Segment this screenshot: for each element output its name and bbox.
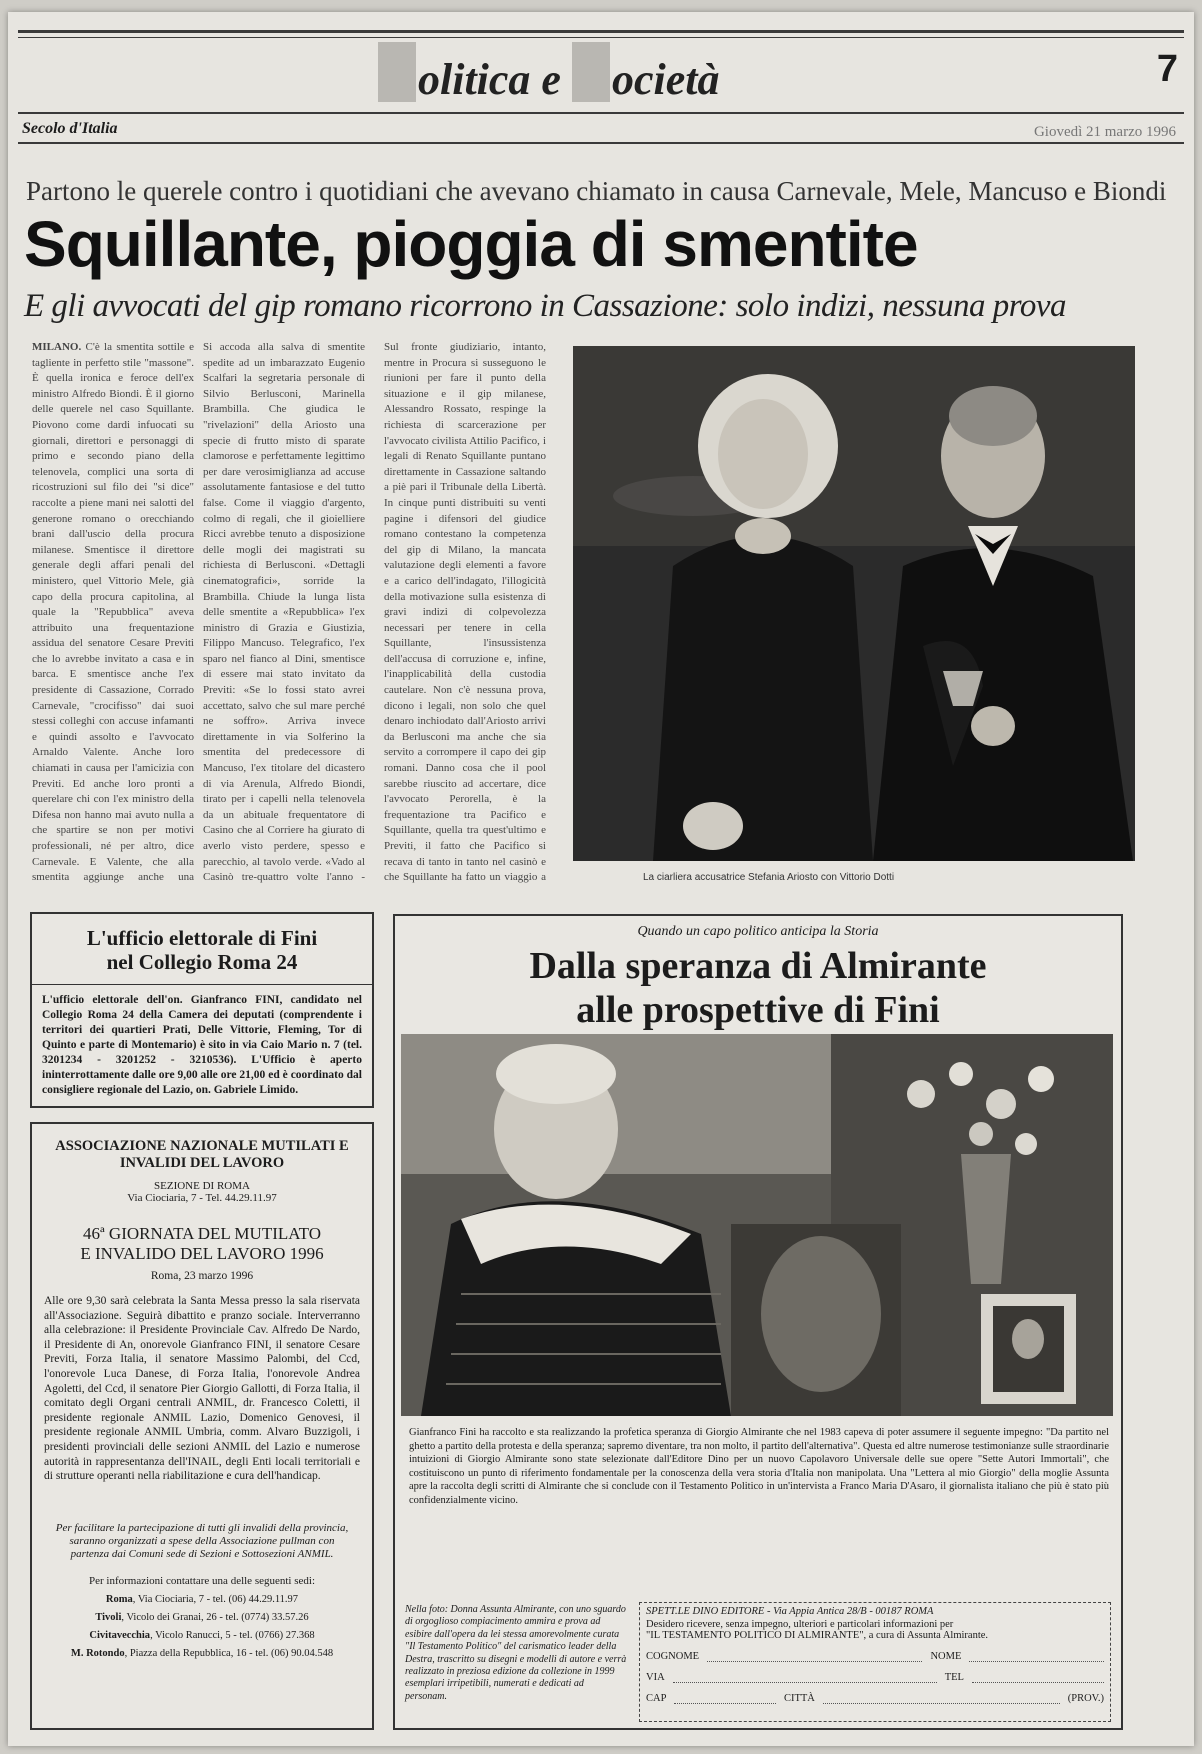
anmil-office-city: M. Rotondo (70, 1648, 125, 1659)
top-rule-thin (18, 37, 1184, 38)
phone-field[interactable] (972, 1672, 1104, 1683)
anmil-event-date: Roma, 23 marzo 1996 (150, 1270, 254, 1282)
almirante-photo (401, 1034, 1113, 1416)
masthead-rule-top (18, 112, 1184, 114)
fini-office-box (30, 912, 374, 1108)
article-kicker: Partono le querele contro i quotidiani che avevano chiamato in causa Carnevale, Mele, Mancuso e Biondi (26, 176, 1167, 206)
anmil-office-item: M. Rotondo, Piazza della Repubblica, 16 - tel. (06) 90.04.548 (70, 1648, 334, 1659)
zip-label: CAP (646, 1693, 667, 1704)
city-label: CITTÀ (783, 1693, 815, 1704)
phone-label: TEL (944, 1672, 964, 1683)
anmil-office-city: Roma (105, 1594, 133, 1605)
section-title-part1: olitica e (418, 55, 572, 104)
anmil-office-city: Tivoli (95, 1612, 122, 1623)
name-field[interactable] (969, 1651, 1104, 1662)
anmil-box (30, 1122, 374, 1730)
anmil-event (32, 1224, 372, 1264)
anmil-org (32, 1124, 372, 1172)
anmil-office-city: Civitavecchia (89, 1630, 151, 1641)
anmil-section: SEZIONE DI ROMA (154, 1180, 250, 1192)
almirante-title-line1: Dalla speranza di Almirante (529, 945, 987, 987)
form-intro: Desidero ricevere, senza impegno, ulteriori e particolari informazioni per (646, 1619, 954, 1630)
almirante-caption: Gianfranco Fini ha raccolto e sta realizzando la profetica speranza di Giorgio Almirante che nel 1983 capeva di poter assumere il seguente impegno: "Da partito nel ghetto a partito della protesta e della speranza; sapremo diventare, tra non molto, il partito dell'alternativa". Questa ed altre numerose testimonianze sulle straordinarie intuizioni di Giorgio Almirante sono state selezionate dall'Editore Dino per un nuovo Capolavoro Universale delle sue opere "Sette Autori Immortali", che costituiscono un punto di riferimento fondamentale per la conoscenza della vera storia d'Italia non manipolata. Una "Lettera al mio Giorgio" della moglie Assunta apre la raccolta degli scritti di Almirante che si conclude con il Testamento Politico in un'intervista a Franco Maria D'Asaro, il giornalista italiano che più è stato più confidenzialmente vicino. (409, 1427, 1109, 1506)
form-row-city (640, 1683, 1110, 1704)
fini-office-body: L'ufficio elettorale dell'on. Gianfranco FINI, candidato nel Collegio Roma 24 della Camera dei deputati (comprendente i territori dei quartieri Prati, Delle Vittorie, Fleming, Tor di Quinto e parte di Montemario) è sito in via Caio Mario n. 7 (tel. 3201234 - 3201252 - 3210536). L'Ufficio è aperto ininterrottamente dalle ore 9,00 alle ore 21,00 ed è coordinato dal consigliere regionale del Lazio, on. Gabriele Limido. (42, 994, 362, 1096)
anmil-office-item: Tivoli, Vicolo dei Granai, 26 - tel. (0774) 33.57.26 (95, 1612, 309, 1623)
column-3-text: Sul fronte giudiziario, intanto, mentre in Procura si susseguono le riunioni per fare il punto della situazione e il gip milanese, Alessandro Rossato, respinge la richiesta di scarcerazione per l'avvocato civilista Attilio Pacifico, i legali di Renato Squillante puntano direttamente in Cassazione saltando a piè pari il Tribunale della Libertà. In cinque punti distribuiti su venti pagine i difensori del giudice romano contestano la competenza del gip di Milano, la mancata valutazione degli elementi a favore e a carico dell'indagato, l'illogicità della motivazione sulla esistenza di gravi indizi di colpevolezza necessari per tenere in cella Squillante, l'insussistenza dell'accusa di corruzione e, infine, l'inapplicabilità della custodia cautelare. Non c'è nessuna prova, dicono i legali, non solo che quel denaro inchiodato dall'Ariosto arrivi da Berlusconi ma anche che sia servito a corrompere il capo dei gip romani. Danno cosa che il pool sarebbe riuscito ad accertare, dice l'avvocato Perorella, è la frequentazione tra Pacifico e Squillante, quella tra quest'ultimo e Previti, il fatto che Pacifico si recava di tanto in tanto nel casinò e che Squillante ha fatto un viaggio a (384, 341, 546, 884)
ariosto-dotti-illustration (573, 346, 1135, 861)
photo-caption: La ciarliera accusatrice Stefania Ariosto con Vittorio Dotti (643, 872, 895, 883)
fini-office-title-line2: nel Collegio Roma 24 (106, 950, 298, 974)
top-rule (18, 30, 1184, 33)
fini-office-title (32, 926, 372, 974)
anmil-office-item: Roma, Via Ciociaria, 7 - tel. (06) 44.29.11.97 (105, 1594, 299, 1605)
masthead: Secolo d'Italia (22, 120, 118, 137)
dateline: MILANO. (32, 341, 82, 353)
masthead-rule-bottom (18, 142, 1184, 144)
form-book: "IL TESTAMENTO POLITICO DI ALMIRANTE", a cura di Assunta Almirante. (646, 1630, 989, 1641)
section-initial-s (572, 42, 610, 102)
page-number: 7 (1156, 48, 1178, 90)
province-label: (PROV.) (1067, 1693, 1105, 1704)
anmil-info-intro: Per informazioni contattare una delle seguenti sedi: (88, 1575, 316, 1587)
fini-office-title-line1: L'ufficio elettorale di Fini (86, 926, 318, 950)
article-column-3 (384, 340, 546, 885)
almirante-photo-note: Nella foto: Donna Assunta Almirante, con uno sguardo di orgoglioso compiacimento ammira e prova ad esibire dall'opera da lei stessa amorevolmente curata "Il Testamento Politico" del carismatico leader della Destra, trascritto su disegni e modelli di autore e verrà realizzato in preziosa edizione da collezione in 1999 esemplari irripetibili, numerati e dedicati ad personam. (405, 1604, 627, 1702)
street-label: VIA (646, 1672, 665, 1683)
anmil-event-line1: 46ª GIORNATA DEL MUTILATO (82, 1224, 321, 1243)
spacer (595, 1516, 596, 1517)
anmil-office-details: Vicolo dei Granai, 26 - tel. (0774) 33.57.26 (126, 1612, 309, 1623)
anmil-body: Alle ore 9,30 sarà celebrata la Santa Messa presso la sala riservata all'Associazione. Seguirà dibattito e pranzo sociale. Interverranno alla celebrazione: il Presidente Provinciale Cav. Alfredo De Nardo, il Presidente di An, onorevole Gianfranco FINI, il senatore Cesare Previti, Forza Italia, il senatore Massimo Palombi, del Ccd, l'onorevole Luca Danese, di Forza Italia, l'onorevole Andrea Agoletti, del Ccd, il senatore Pier Giorgio Gallotti, di Forza Italia, il comitato degli Organi centrali ANMIL, dr. Francesco Coletti, il presidente regionale ANMIL Lazio, Domenico Genovesi, il presidente regionale ANMIL Umbria, comm. Alvaro Buzzigoli, i presidenti provinciali delle sezioni ANMIL del Lazio e numerose autorità in rappresentanza dell'INAIL, degli Enti locali territoriali e di strutture operanti nella riabilitazione e cura dell'handicap. (44, 1295, 360, 1483)
anmil-event-line2: E INVALIDO DEL LAVORO 1996 (80, 1244, 324, 1263)
almirante-kicker: Quando un capo politico anticipa la Storia (637, 924, 879, 939)
article-subhead: E gli avvocati del gip romano ricorrono in Cassazione: solo indizi, nessuna prova (24, 288, 1067, 324)
ariosto-dotti-photo (573, 346, 1135, 861)
anmil-office-details: Vicolo Ranucci, 5 - tel. (0766) 27.368 (155, 1630, 315, 1641)
column-1-text: C'è la smentita sottile e tagliente in perfetto stile "massone". È quella ironica e feroce dell'ex ministro Alfredo Biondi. È il giorno delle querele nel caso Squillante. Piovono come dardi infuocati su giornali, direttori e personaggi di primo e secondo piano della telenovela, complici una sorta di ricostruzioni sul filo dei "si dice" raccolte a piene mani nei salotti del generone romano o orecchiando brani dall'uscio della procura milanese. Smentisce il direttore generale degli affari penali del ministero, quel Vittorio Mele, già capo della procura capitolina, al quale la "Repubblica" aveva attribuito una frequentazione assidua del senatore Cesare Previti che lo avrebbe invitato a casa e in barca. E smentisce anche l'ex presidente di Cassazione, Corrado Carnevale, "crocifisso" dai suoi stessi colleghi con accuse infamanti e quindi assolto e l'avvocato Arnaldo Valente. Anche loro chiamati in causa per l'amicizia con Previti. Ed anche loro pronti a querelare chi con l'ex ministro della Difesa non hanno mai avuto nulla a che spartire se non per motivi professionali, né per altro, dice Carnevale. E Valente, che alla smentita aggiunge anche una (32, 341, 194, 884)
anmil-office-item: Civitavecchia, Vicolo Ranucci, 5 - tel. (0766) 27.368 (89, 1630, 315, 1641)
almirante-title-line2: alle prospettive di Fini (576, 989, 940, 1031)
form-row-address (640, 1662, 1110, 1683)
article-headline: Squillante, pioggia di smentite (24, 208, 918, 280)
anmil-address: Via Ciociaria, 7 - Tel. 44.29.11.97 (127, 1192, 277, 1204)
zip-field[interactable] (674, 1693, 776, 1704)
column-2-text: Si accoda alla salva di smentite spedite ad un imbarazzato Eugenio Scalfari la segretaria personale di Silvio Berlusconi, Marinella Brambilla. Che giudica le "rivelazioni" della Ariosto una specie di frutto misto di sparate clamorose e perfettamente legittimo per dare verosimiglianza ad accuse assolutamente fantasiose e del tutto false. Come il viaggio d'argento, colmo di regali, che il gioielliere Ricci avrebbe tenuto a disposizione delle mogli dei magistrati su richiesta di Berlusconi. «Dettagli cinematografici», sorride la Brambilla. Chiude la lunga lista delle smentite a «Repubblica» l'ex ministro di Grazia e Giustizia, Filippo Mancuso. Telegrafico, l'ex sparo nel fianco al Dini, smentisce di essere mai stato invitato da Previti: «Se lo fossi stato avrei accettato, salvo che sul mare perché ne soffro». Arriva invece direttamente in via Solferino la smentita del predecessore di Mancuso, l'ex titolare del dicastero di via Arenula, Alfredo Biondi, tirato per i capelli nella telenovela da un abituale frequentatore di Casino che al Corriere ha giurato di averlo visto perdere, spesso e parecchio, al tavolo verde. «Vado al Casinò tre-quattro volte l'anno - (203, 341, 365, 884)
issue-date: Giovedì 21 marzo 1996 (1033, 124, 1176, 140)
anmil-office-details: Via Ciociaria, 7 - tel. (06) 44.29.11.97 (137, 1594, 299, 1605)
article-column-2 (203, 340, 365, 885)
almirante-title (395, 944, 1121, 1032)
anmil-offices-list (32, 1591, 372, 1663)
almirante-box (393, 914, 1123, 1730)
anmil-org-line2: INVALIDI DEL LAVORO (119, 1155, 285, 1171)
street-field[interactable] (673, 1672, 937, 1683)
article-column-1 (32, 340, 194, 885)
form-header: SPETT.LE DINO EDITORE - Via Appia Antica 28/B - 00187 ROMA (646, 1606, 934, 1617)
form-row-names (640, 1641, 1110, 1662)
section-title-part2: ocietà (611, 55, 720, 104)
anmil-org-line1: ASSOCIAZIONE NAZIONALE MUTILATI E (55, 1138, 349, 1154)
anmil-note: Per facilitare la partecipazione di tutti gli invalidi della provincia, saranno organizzati a spese della Associazione pullman con partenza dai Comuni sede di Sezioni e Sottosezioni ANMIL. (55, 1522, 349, 1560)
name-label: NOME (930, 1651, 962, 1662)
anmil-office-details: Piazza della Repubblica, 16 - tel. (06) 90.04.548 (129, 1648, 334, 1659)
city-field[interactable] (823, 1693, 1060, 1704)
section-initial-p (378, 42, 416, 102)
newspaper-page (8, 12, 1194, 1746)
assunta-almirante-illustration (401, 1034, 1113, 1416)
section-title (378, 42, 758, 122)
surname-label: COGNOME (646, 1651, 700, 1662)
order-form (639, 1602, 1111, 1722)
surname-field[interactable] (707, 1651, 922, 1662)
